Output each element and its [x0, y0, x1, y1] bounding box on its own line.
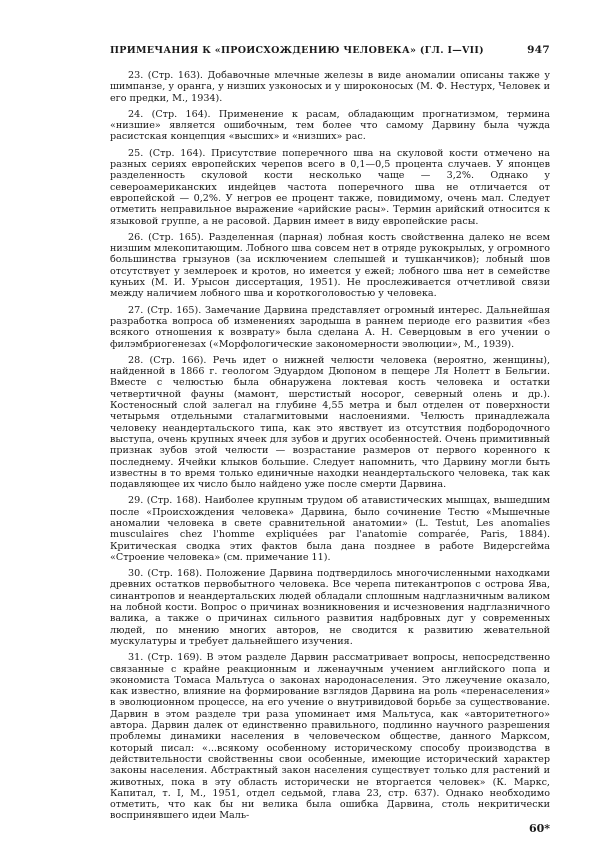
note-29: 29. (Стр. 168). Наиболее крупным трудом об атавистических мышцах, вышедшим после «Происхождения человека» Дарвина, было сочинение Тестю «Мышечные аномалии человека в свете сравнительной анатомии» (L. Testut, Les anomalies musculaires chez l'homme expliquées par l'anatomie comparée, Paris, 1884). Критическая сводка этих фактов была дана позднее в работе Видерсгейма «Строение человека» (см. примечание 11).: [110, 495, 550, 563]
page-header: [110, 44, 550, 56]
note-24: 24. (Стр. 164). Применение к расам, обладающим прогнатизмом, термина «низшие» является ошибочным, тем более что самому Дарвину была чужда расистская концепция «высших» и «низших» рас.: [110, 108, 550, 143]
note-25: 25. (Стр. 164). Присутствие поперечного шва на скуловой кости отмечено на разных сериях европейских черепов всего в 0,1—0,5 процента случаев. У японцев разделенность скуловой кости несколько чаще — 3,2%. Однако у североамериканских индейцев частота поперечного шва не отличается от европейской — 0,2%. У негров ее процент также, повидимому, очень мал. Следует отметить неправильное выражение «арийские расы». Термин арийский относится к языковой группе, а не расовой. Дарвин имеет в виду европейские расы.: [110, 147, 550, 227]
note-27: 27. (Стр. 165). Замечание Дарвина представляет огромный интерес. Дальнейшая разработка вопроса об изменениях зародыша в раннем периоде его развития «без всякого отношения к возврату» была сделана А. Н. Северцовым в его учении о филэмбриогенезах («Морфологические закономерности эволюции», М., 1939).: [110, 304, 550, 350]
page-number: 947: [527, 44, 550, 56]
notes-column: [110, 70, 550, 827]
running-title: ПРИМЕЧАНИЯ К «ПРОИСХОЖДЕНИЮ ЧЕЛОВЕКА» (ГЛ. I—VII): [110, 45, 484, 56]
note-23: 23. (Стр. 163). Добавочные млечные железы в виде аномалии описаны также у шимпанзе, у оранга, у низших узконосых и у широконосых (М. Ф. Нестурх, Человек и его предки, М., 1934).: [110, 70, 550, 104]
note-31: 31. (Стр. 169). В этом разделе Дарвин рассматривает вопросы, непосредственно связанные с крайне реакционным и лженаучным учением английского попа и экономиста Томаса Мальтуса о законах народонаселения. Это лжеучение оказало, как известно, влияние на формирование взглядов Дарвина на роль «перенаселения» в эволюционном процессе, на его учение о внутривидовой борьбе за существование. Дарвин в этом разделе три раза упоминает имя Мальтуса, как «авторитетного» автора. Дарвин далек от единственно правильного, подлинно научного разрешения проблемы динамики населения в человеческом обществе, данного Марксом, который писал: «...всякому особенному историческому способу производства в действительности свойственны свои особенные, имеющие исторический характер законы населения. Абстрактный закон населения существует только для растений и животных, пока в эту область исторически не вторгается человек» (К. Маркс, Капитал, т. I, М., 1951, отдел седьмой, глава 23, стр. 637). Однако необходимо отметить, что как бы ни велика была ошибка Дарвина, столь некритически воспринявшего идеи Маль-: [110, 652, 550, 822]
signature-mark: 60*: [528, 822, 550, 835]
note-30: 30. (Стр. 168). Положение Дарвина подтвердилось многочисленными находками древних остатков первобытного человека. Все черепа питекантропов с острова Ява, синантропов и неандертальских людей обладали сплошным надглазничным валиком на лобной кости. Вопрос о причинах возникновения и исчезновения надглазничного валика, а также о причинах сильного развития надбровных дуг у современных людей, по мнению многих авторов, не сводится к развитию жевательной мускулатуры и требует дальнейшего изучения.: [110, 568, 550, 647]
note-26: 26. (Стр. 165). Разделенная (парная) лобная кость свойственна далеко не всем низшим млекопитающим. Лобного шва совсем нет в отряде рукокрылых, у огромного большинства грызунов (за исключением слепышей и тушканчиков); лобный шов отсутствует у землероек и кротов, но имеется у ежей; лобного шва нет в семействе куньих (М. И. Урысон диссертация, 1951). Не прослеживается отчетливой связи между наличием лобного шва и короткоголовостью у человека.: [110, 231, 550, 300]
note-28: 28. (Стр. 166). Речь идет о нижней челюсти человека (вероятно, женщины), найденной в 1866 г. геологом Эдуардом Дюпоном в пещере Ля Нолетт в Бельгии. Вместе с челюстью была обнаружена локтевая кость человека и остатки четвертичной фауны (мамонт, шерстистый носорог, северный олень и др.). Костеносный слой залегал на глубине 4,55 метра и был отделен от поверхности четырьмя отдельными сталагмитовыми наслоениями. Челюсть принадлежала человеку неандертальского типа, как это явствует из отсутствия подбородочного выступа, очень крупных ячеек для зубов и других особенностей. Очень примитивный признак зубов этой челюсти — возрастание размеров от первого коренного к последнему. Ячейки клыков большие. Следует напомнить, что Дарвину могли быть известны в то время только единичные находки неандертальского человека, так как подавляющее их число было найдено уже после смерти Дарвина.: [110, 354, 550, 491]
